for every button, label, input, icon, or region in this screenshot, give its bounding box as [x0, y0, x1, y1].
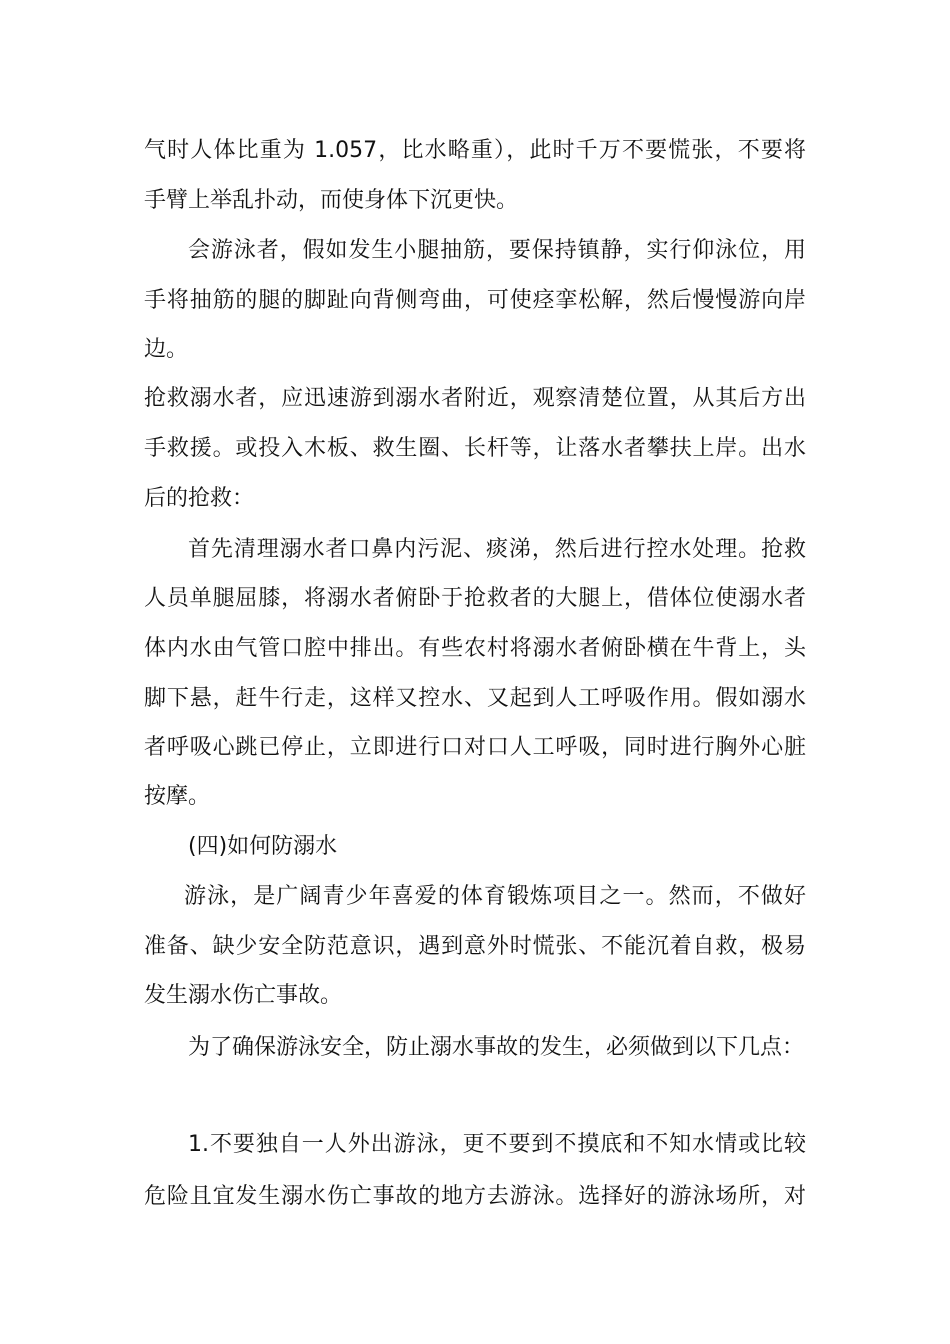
text-line: 发生溺水伤亡事故。 — [144, 983, 343, 1008]
text-line: 体内水由气管口腔中排出。有些农村将溺水者俯卧横在牛背上，头 — [144, 636, 806, 661]
text-line: 游泳，是广阔青少年喜爱的体育锻炼项目之一。然而，不做好 — [184, 884, 806, 909]
text-line: 人员单腿屈膝，将溺水者俯卧于抢救者的大腿上，借体位使溺水者 — [144, 586, 806, 611]
text-line: 首先清理溺水者口鼻内污泥、痰涕，然后进行控水处理。抢救 — [188, 537, 806, 562]
text-line: 边。 — [144, 337, 189, 362]
text-line: 者呼吸心跳已停止，立即进行口对口人工呼吸，同时进行胸外心脏 — [144, 735, 806, 760]
text-line: 1.不要独自一人外出游泳，更不要到不摸底和不知水情或比较 — [188, 1132, 806, 1157]
text-line: 为了确保游泳安全，防止溺水事故的发生，必须做到以下几点： — [188, 1035, 805, 1060]
text-line: 手臂上举乱扑动，而使身体下沉更快。 — [144, 188, 519, 213]
text-line: 手救援。或投入木板、救生圈、长杆等，让落水者攀扶上岸。出水 — [144, 436, 806, 461]
text-line: 按摩。 — [144, 784, 211, 809]
text-line: 危险且宜发生溺水伤亡事故的地方去游泳。选择好的游泳场所，对 — [144, 1184, 806, 1209]
text-line: 会游泳者，假如发生小腿抽筋，要保持镇静，实行仰泳位，用 — [188, 238, 806, 263]
text-line: 抢救溺水者，应迅速游到溺水者附近，观察清楚位置，从其后方出 — [144, 386, 806, 411]
text-line: 准备、缺少安全防范意识，遇到意外时慌张、不能沉着自救，极易 — [144, 934, 806, 959]
text-line: 气时人体比重为 1.057，比水略重），此时千万不要慌张，不要将 — [144, 138, 806, 163]
text-line: 后的抢救： — [144, 486, 255, 511]
text-line: 手将抽筋的腿的脚趾向背侧弯曲，可使痉挛松解，然后慢慢游向岸 — [144, 288, 806, 313]
text-line: 脚下悬，赶牛行走，这样又控水、又起到人工呼吸作用。假如溺水 — [144, 686, 806, 711]
section-heading: (四)如何防溺水 — [188, 834, 338, 859]
